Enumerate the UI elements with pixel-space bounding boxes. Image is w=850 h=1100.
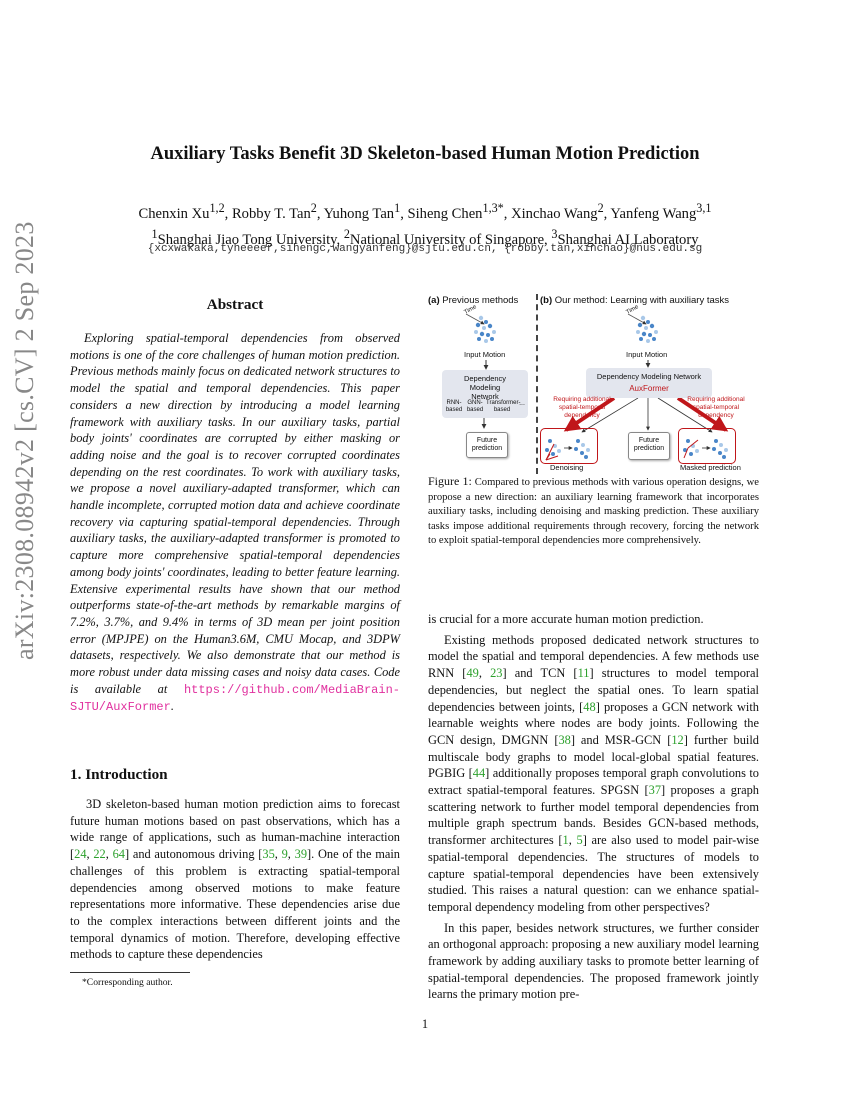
- footnote-rule: [70, 972, 190, 973]
- input-skeleton-b: [628, 314, 658, 343]
- affiliations: $^1$Shanghai Jiao Tong University, $^2$National University of Singapore, $^3$Shanghai AI Laboratory: [151, 226, 699, 248]
- citation-link[interactable]: 24: [74, 847, 87, 862]
- citation-link[interactable]: 23: [490, 666, 503, 681]
- input-skeleton-a: [466, 314, 496, 343]
- panel-b-title: (b) Our method: Learning with auxiliary tasks: [540, 295, 730, 306]
- page-number: 1: [421, 1017, 429, 1031]
- citation-link[interactable]: 44: [472, 766, 486, 781]
- future-prediction-b: Future prediction: [628, 432, 670, 460]
- input-motion-label-b: Input Motion: [626, 350, 668, 359]
- abstract-heading: Abstract: [206, 296, 264, 313]
- right-column-text: is crucial for a more accurate human motion prediction. Existing methods proposed dedicated network structures to model the spatial and temporal dependencies. A few methods use RNN [49, 23] and TCN [11] structures to model temporal dependencies, but neglect the spatial ones. To learn spatial dependencies between joints, [48] proposes a GCN network with learnable weights where nodes are body joints. Following the GCN design, DMGNN [38] and MSR-GCN [12] further build multiscale body graphs to model local-global spatial features. PGBIG [44] additionally proposes temporal graph convolutions to extract spatial-temporal features. SPGSN [37] proposes a graph scattering network to further model temporal dependencies from multiple graph spectrum bands. Besides GCN-based methods, transformer architectures [1, 5] are also used to model pair-wise spatial-temporal dependencies. The structures of models to capture spatial-temporal dependencies have been extensively studied. This raises a natural question: can we enhance spatial-temporal dependency modeling from other perspectives? In this paper, besides network structures, we further consider an orthogonal approach: proposing a new auxiliary model learning framework by adding auxiliary tasks to promote better learning of spatial-temporal dependencies. The proposed framework jointly learns the primary motion pre-: [428, 612, 760, 1002]
- citation-link[interactable]: 1: [562, 833, 569, 848]
- author-emails: {xcxwakaka,tyheeeer,sihengc,wangyanfeng}@sjtu.edu.cn, {robby.tan,xinchao}@nus.edu.sg: [147, 243, 703, 255]
- future-prediction-a: Future prediction: [466, 432, 508, 458]
- citation-link[interactable]: 22: [93, 847, 106, 862]
- paper-title: Auxiliary Tasks Benefit 3D Skeleton-based Human Motion Prediction: [150, 144, 700, 164]
- time-label-b: Time: [625, 304, 640, 316]
- author-list: Chenxin Xu$^{1,2}$, Robby T. Tan$^2$, Yuhong Tan$^1$, Siheng Chen$^{1,3*}$, Xinchao Wang$^2$, Yanfeng Wang$^{3,1}$: [138, 201, 712, 222]
- code-link[interactable]: https://github.com/MediaBrain-SJTU/AuxFormer: [70, 682, 400, 715]
- masked-prediction-label: Masked prediction: [680, 463, 741, 472]
- panel-a-title: (a) Previous methods: [428, 295, 519, 306]
- requirement-note-left: Requiring additional spatial-temporal dependency: [553, 396, 611, 419]
- citation-link[interactable]: 12: [671, 732, 684, 747]
- citation-link[interactable]: 5: [576, 833, 583, 848]
- masked-box: [678, 428, 736, 464]
- citation-link[interactable]: 39: [294, 847, 308, 862]
- time-label-a: Time: [463, 304, 478, 316]
- figure-divider: [536, 294, 538, 474]
- citation-link[interactable]: 48: [583, 699, 596, 714]
- author-block: [0, 198, 850, 250]
- input-motion-label-a: Input Motion: [464, 350, 506, 359]
- figure-1: [426, 294, 762, 474]
- citation-link[interactable]: 64: [112, 847, 125, 862]
- citation-link[interactable]: 11: [577, 666, 590, 681]
- dependency-network-a: Dependency Modeling Network RNN-based GNN-based Transformer-based ...: [442, 370, 528, 418]
- denoising-label: Denoising: [550, 463, 584, 472]
- dependency-network-b: Dependency Modeling Network AuxFormer: [586, 368, 712, 398]
- abstract-text: Exploring spatial-temporal dependencies from observed motions is one of the core challenges of human motion prediction. Previous methods mainly focus on dedicated network structures to model the spatial and temporal dependencies. This paper considers a new direction by introducing a model learning framework with auxiliary tasks. In our auxiliary tasks, partial body joints' coordinates are corrupted by either masking or adding noise and the goal is to recover corrupted coordinates depending on the rest coordinates. To work with auxiliary tasks, we propose a novel auxiliary-adapted transformer, which can handle incomplete, corrupted motion data and achieve coordinate recovery via capturing spatial-temporal dependencies. Through auxiliary tasks, the auxiliary-adapted transformer is promoted to capture more comprehensive spatial-temporal dependencies among body joints' coordinates, leading to better feature learning. Extensive experimental results have shown that our method outperforms state-of-the-art methods by remarkable margins of 7.2%, 3.7%, and 9.4% in terms of 3D mean per joint position error (MPJPE) on the Human3.6M, CMU Mocap, and 3DPW datasets, respectively. We also demonstrate that our method is more robust under data missing cases and noisy data cases. Code is available at https://github.com/MediaBrain-SJTU/AuxFormer.: [70, 331, 400, 715]
- intro-paragraph: 3D skeleton-based human motion prediction aims to forecast future human motions based on past observations, which has a wide range of applications, such as human-machine interaction [24, 22, 64] and autonomous driving [35, 9, 39]. One of the main challenges of this problem is extracting spatial-temporal dependencies among observed motions to make feature representations more informative. These dependencies arise due to the complex interactions between different joints and the temporal dynamics of motion. Therefore, developing effective methods to capture these dependencies: [70, 797, 401, 962]
- footnote: *Corresponding author.: [82, 977, 173, 988]
- citation-link[interactable]: 37: [648, 783, 662, 798]
- figure-caption: Figure 1: Compared to previous methods with various operation designs, we propose a new direction: an auxiliary learning framework that incorporates auxiliary tasks, including denoising and masking prediction. These auxiliary tasks impose additional requirements through recovery, forcing the network to exploit spatial-temporal dependencies more comprehensively.: [428, 474, 759, 546]
- intro-heading: 1. Introduction: [70, 766, 168, 783]
- requirement-note-right: Requiring additional spatial-temporal dependency: [687, 396, 745, 419]
- citation-link[interactable]: 35: [262, 847, 275, 862]
- citation-link[interactable]: 9: [281, 847, 288, 862]
- denoising-box: [540, 428, 598, 464]
- citation-link[interactable]: 49: [466, 666, 479, 681]
- citation-link[interactable]: 38: [558, 732, 571, 747]
